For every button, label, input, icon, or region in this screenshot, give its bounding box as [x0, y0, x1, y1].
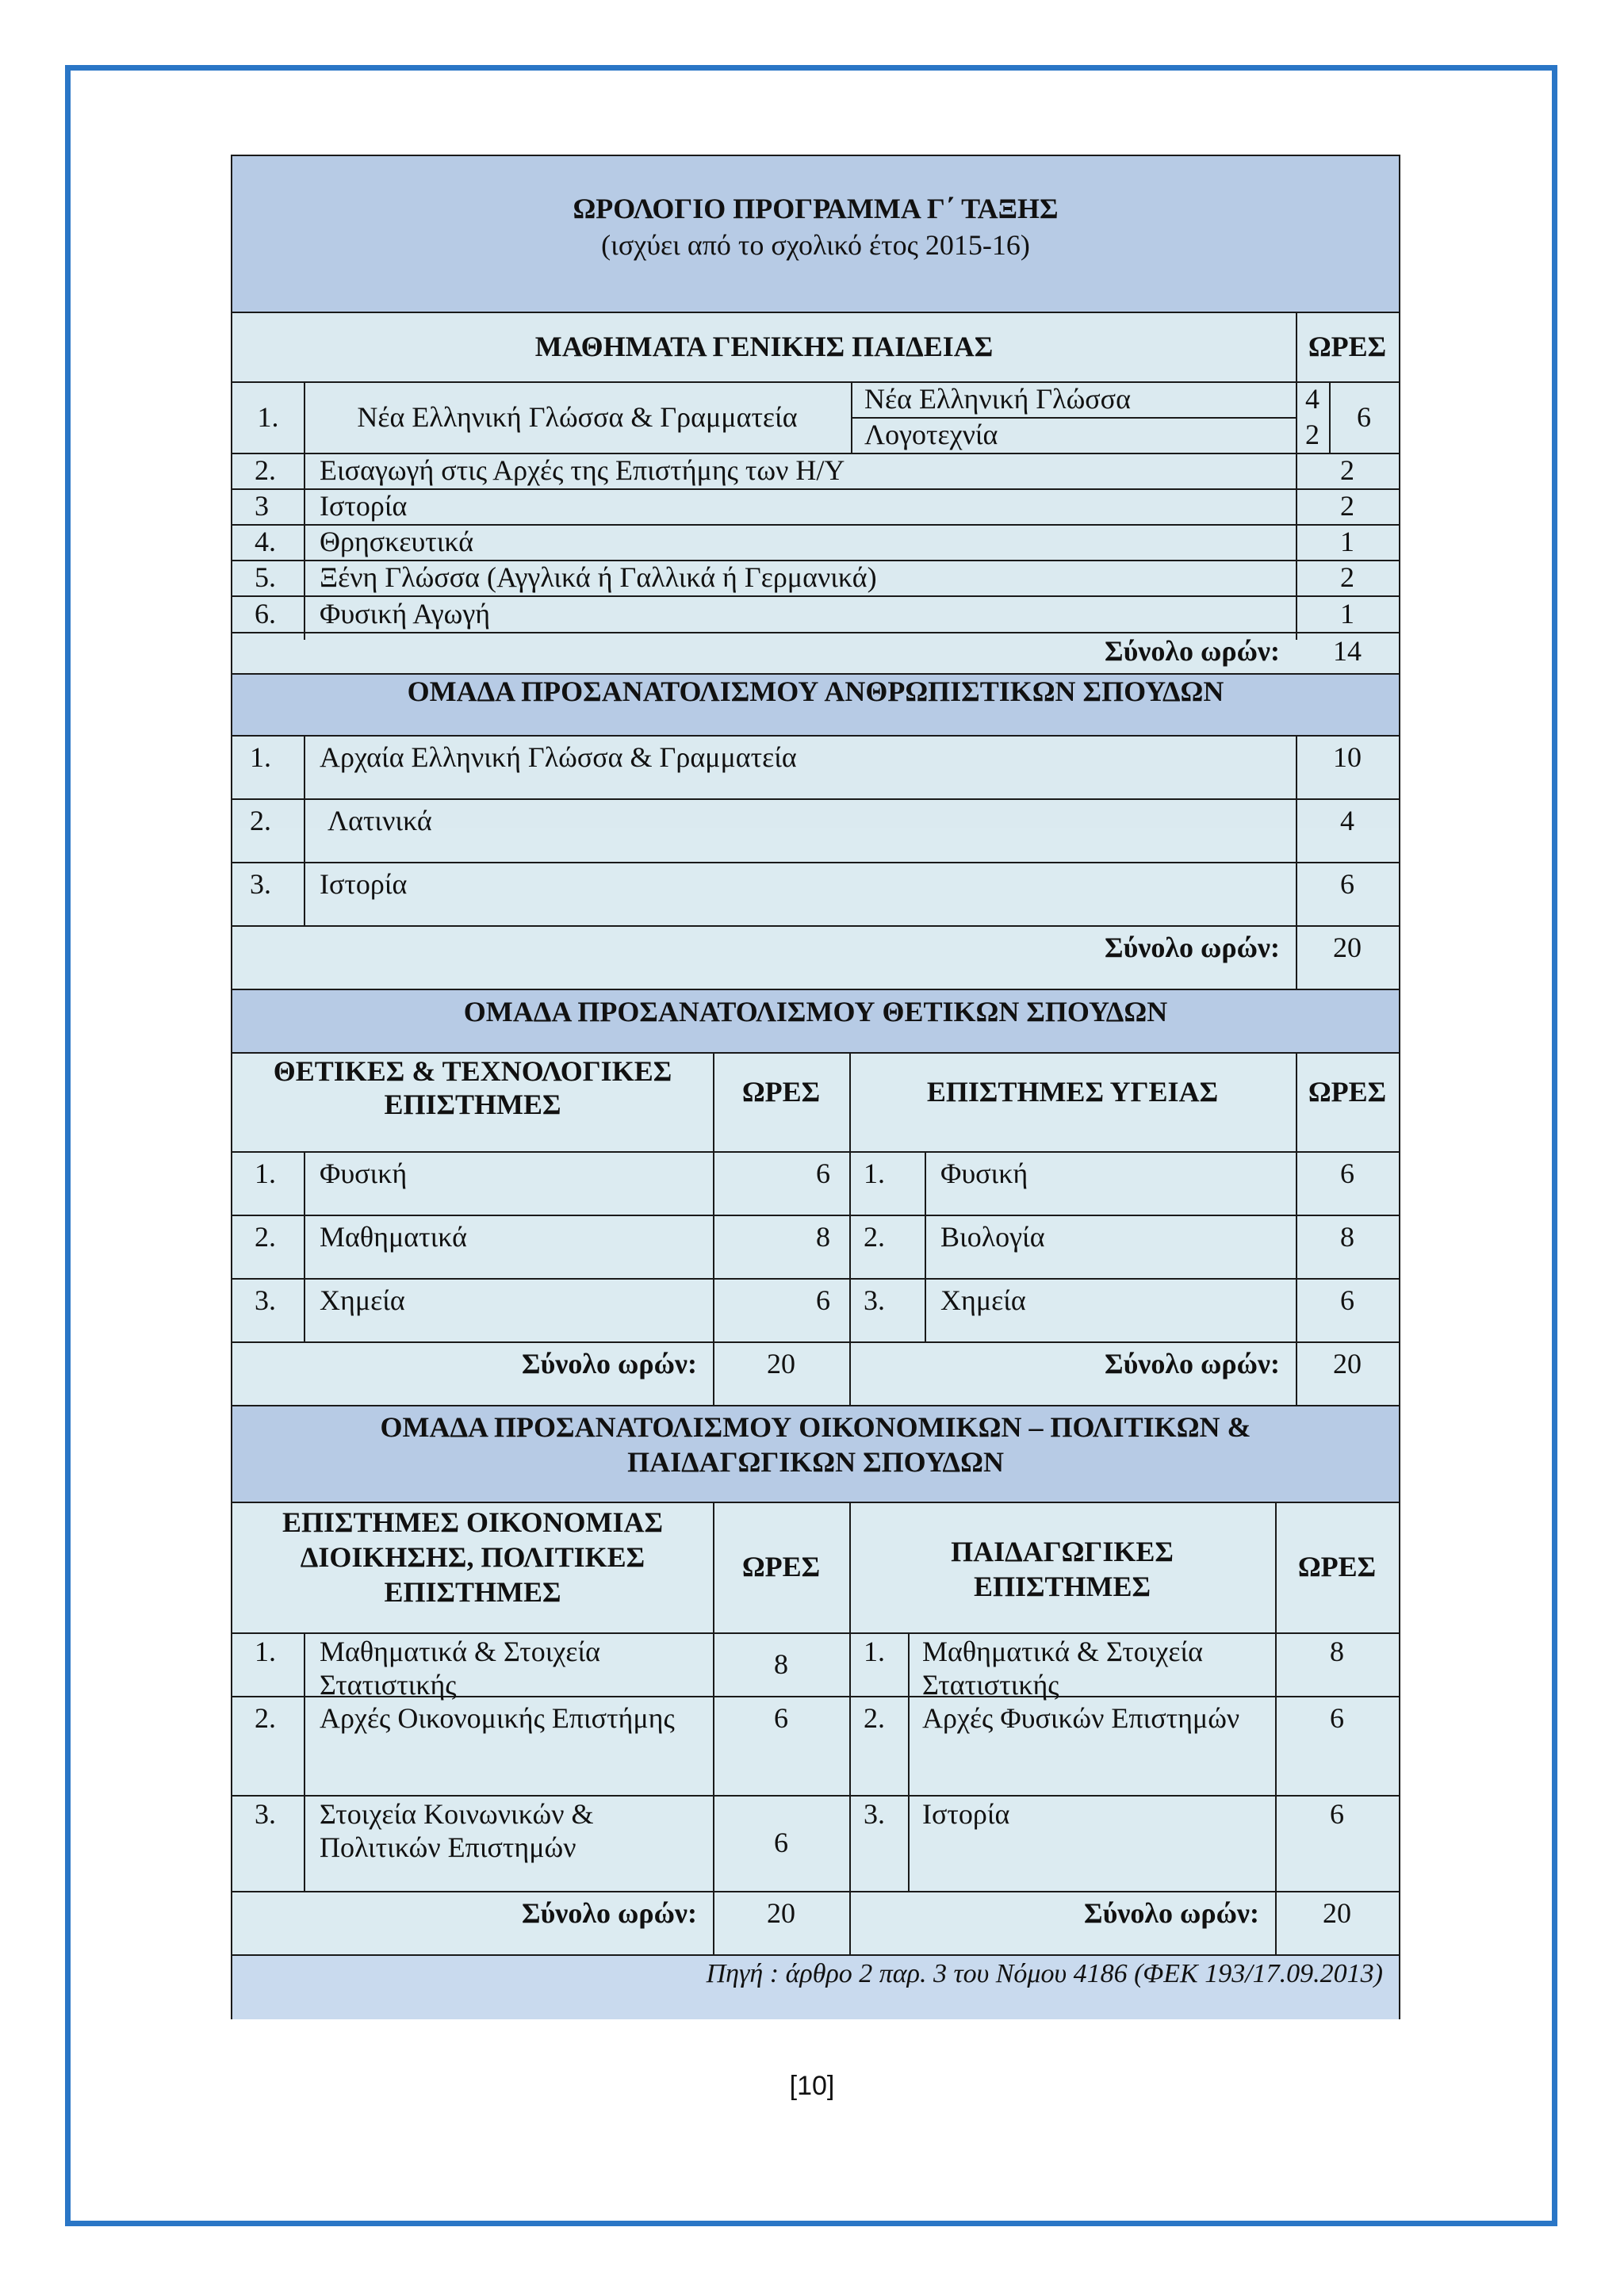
general-header: ΜΑΘΗΜΑΤΑ ΓΕΝΙΚΗΣ ΠΑΙΔΕΙΑΣ — [534, 331, 994, 362]
tech-total-label: Σύνολο ωρών: — [522, 1348, 697, 1380]
general-row-num: 3 — [255, 490, 269, 522]
health-row-subject: Φυσική — [940, 1158, 1028, 1189]
tech-sciences-header-line2: ΕΠΙΣΤΗΜΕΣ — [384, 1089, 561, 1120]
econ-total-label: Σύνολο ωρών: — [522, 1897, 697, 1929]
general-row-hours: 6 — [1357, 401, 1371, 433]
pedagogy-row-subject: Ιστορία — [922, 1798, 1010, 1830]
humanities-row-subject: Ιστορία — [320, 868, 408, 900]
general-row-hours: 1 — [1340, 598, 1354, 629]
general-row-num: 6. — [255, 598, 276, 629]
sciences-header: ΟΜΑΔΑ ΠΡΟΣΑΝΑΤΟΛΙΣΜΟΥ ΘΕΤΙΚΩΝ ΣΠΟΥΔΩΝ — [463, 996, 1168, 1027]
general-row-num: 1. — [257, 401, 279, 433]
econ-row-hours: 6 — [774, 1827, 788, 1858]
pedagogy-header-line2: ΕΠΙΣΤΗΜΕΣ — [973, 1571, 1151, 1602]
general-row-hours: 2 — [1340, 561, 1354, 593]
humanities-header: ΟΜΑΔΑ ΠΡΟΣΑΝΑΤΟΛΙΣΜΟΥ ΑΝΘΡΩΠΙΣΤΙΚΩΝ ΣΠΟΥΔΩΝ — [407, 675, 1224, 707]
health-row-hours: 8 — [1340, 1221, 1354, 1253]
humanities-row-hours: 10 — [1333, 741, 1362, 773]
pedagogy-row-num: 2. — [864, 1702, 885, 1734]
general-hours-header: ΩΡΕΣ — [1308, 331, 1387, 362]
humanities-total-value: 20 — [1333, 932, 1362, 963]
pedagogy-row-subject-line2: Στατιστικής — [922, 1669, 1059, 1701]
humanities-total-label: Σύνολο ωρών: — [1105, 932, 1280, 963]
general-total-value: 14 — [1333, 635, 1362, 667]
tech-row-hours: 8 — [816, 1221, 830, 1253]
pedagogy-row-hours: 8 — [1330, 1636, 1344, 1667]
health-total-label: Σύνολο ωρών: — [1105, 1348, 1280, 1380]
general-row-subject: Ιστορία — [320, 490, 408, 522]
source-note: Πηγή : άρθρο 2 παρ. 3 του Νόμου 4186 (ΦΕΚ 193/17.09.2013) — [706, 1959, 1383, 1988]
econ-row-num: 1. — [255, 1636, 276, 1667]
health-sciences-header: ΕΠΙΣΤΗΜΕΣ ΥΓΕΙΑΣ — [926, 1076, 1219, 1108]
tech-total-value: 20 — [767, 1348, 795, 1380]
general-row-subject: Θρησκευτικά — [320, 526, 474, 557]
tech-row-hours: 6 — [816, 1158, 830, 1189]
general-row-subject: Νέα Ελληνική Γλώσσα & Γραμματεία — [357, 401, 798, 433]
general-row-hours: 2 — [1340, 454, 1354, 486]
econ-row-subject: Μαθηματικά & Στοιχεία — [320, 1636, 601, 1667]
economics-header-line2: ΠΑΙΔΑΓΩΓΙΚΩΝ ΣΠΟΥΔΩΝ — [627, 1446, 1004, 1478]
humanities-row-subject: Λατινικά — [327, 805, 432, 836]
health-row-hours: 6 — [1340, 1284, 1354, 1316]
econ-row-subject: Αρχές Οικονομικής Επιστήμης — [320, 1702, 675, 1734]
pedagogy-row-hours: 6 — [1330, 1702, 1344, 1734]
econ-sciences-header: ΕΠΙΣΤΗΜΕΣ ΟΙΚΟΝΟΜΙΑΣ — [282, 1506, 664, 1538]
sub-subject: Λογοτεχνία — [864, 419, 998, 450]
econ-row-subject-line2: Πολιτικών Επιστημών — [320, 1831, 576, 1863]
tech-row-num: 3. — [255, 1284, 276, 1316]
page-subtitle: (ισχύει από το σχολικό έτος 2015-16) — [601, 229, 1030, 261]
health-row-num: 2. — [864, 1221, 885, 1253]
econ-total-value: 20 — [767, 1897, 795, 1929]
tech-row-subject: Χημεία — [320, 1284, 405, 1316]
general-row-subject: Ξένη Γλώσσα (Αγγλικά ή Γαλλικά ή Γερμανικά) — [320, 561, 877, 593]
humanities-row-subject: Αρχαία Ελληνική Γλώσσα & Γραμματεία — [320, 741, 797, 773]
sub-subject-hours: 2 — [1305, 419, 1320, 450]
general-row-num: 2. — [255, 454, 276, 486]
sub-subject-hours: 4 — [1305, 383, 1320, 415]
health-row-num: 1. — [864, 1158, 885, 1189]
pedagogy-row-subject: Μαθηματικά & Στοιχεία — [922, 1636, 1204, 1667]
tech-sciences-header: ΘΕΤΙΚΕΣ & ΤΕΧΝΟΛΟΓΙΚΕΣ — [273, 1055, 672, 1087]
pedagogy-row-subject: Αρχές Φυσικών Επιστημών — [922, 1702, 1240, 1734]
health-row-num: 3. — [864, 1284, 885, 1316]
page-number: [10] — [789, 2071, 835, 2101]
humanities-row-num: 1. — [250, 741, 271, 773]
econ-row-hours: 8 — [774, 1648, 788, 1680]
pedagogy-row-hours: 6 — [1330, 1798, 1344, 1830]
health-sciences-hours-header: ΩΡΕΣ — [1308, 1076, 1387, 1108]
tech-row-num: 1. — [255, 1158, 276, 1189]
econ-row-subject-line2: Στατιστικής — [320, 1669, 457, 1701]
econ-sciences-header-line3: ΕΠΙΣΤΗΜΕΣ — [384, 1576, 561, 1608]
general-row-subject: Φυσική Αγωγή — [320, 598, 491, 629]
general-row-num: 4. — [255, 526, 276, 557]
pedagogy-row-num: 3. — [864, 1798, 885, 1830]
pedagogy-row-num: 1. — [864, 1636, 885, 1667]
general-total-label: Σύνολο ωρών: — [1105, 635, 1280, 667]
econ-hours-header: ΩΡΕΣ — [741, 1551, 821, 1582]
econ-row-subject: Στοιχεία Κοινωνικών & — [320, 1798, 594, 1830]
sub-subject: Νέα Ελληνική Γλώσσα — [864, 383, 1131, 415]
tech-row-subject: Μαθηματικά — [320, 1221, 467, 1253]
general-row-hours: 1 — [1340, 526, 1354, 557]
pedagogy-header: ΠΑΙΔΑΓΩΓΙΚΕΣ — [951, 1536, 1174, 1567]
health-total-value: 20 — [1333, 1348, 1362, 1380]
economics-header: ΟΜΑΔΑ ΠΡΟΣΑΝΑΤΟΛΙΣΜΟΥ ΟΙΚΟΝΟΜΙΚΩΝ – ΠΟΛΙΤΙΚΩΝ & — [380, 1411, 1251, 1443]
econ-row-num: 2. — [255, 1702, 276, 1734]
humanities-row-hours: 6 — [1340, 868, 1354, 900]
general-row-hours: 2 — [1340, 490, 1354, 522]
tech-sciences-hours-header: ΩΡΕΣ — [741, 1076, 821, 1108]
health-row-subject: Χημεία — [940, 1284, 1026, 1316]
general-row-num: 5. — [255, 561, 276, 593]
pedagogy-total-value: 20 — [1323, 1897, 1351, 1929]
tech-row-hours: 6 — [816, 1284, 830, 1316]
humanities-row-num: 2. — [250, 805, 271, 836]
pedagogy-total-label: Σύνολο ωρών: — [1084, 1897, 1259, 1929]
general-row-subject: Εισαγωγή στις Αρχές της Επιστήμης των Η/Υ — [320, 454, 845, 486]
econ-sciences-header-line2: ΔΙΟΙΚΗΣΗΣ, ΠΟΛΙΤΙΚΕΣ — [300, 1541, 645, 1573]
humanities-row-num: 3. — [250, 868, 271, 900]
econ-row-num: 3. — [255, 1798, 276, 1830]
page-title: ΩΡΟΛΟΓΙΟ ΠΡΟΓΡΑΜΜΑ Γ΄ ΤΑΞΗΣ — [573, 193, 1059, 224]
health-row-subject: Βιολογία — [940, 1221, 1045, 1253]
econ-row-hours: 6 — [774, 1702, 788, 1734]
humanities-row-hours: 4 — [1340, 805, 1354, 836]
tech-row-subject: Φυσική — [320, 1158, 408, 1189]
pedagogy-hours-header: ΩΡΕΣ — [1297, 1551, 1377, 1582]
timetable-table — [231, 155, 1400, 2019]
tech-row-num: 2. — [255, 1221, 276, 1253]
health-row-hours: 6 — [1340, 1158, 1354, 1189]
